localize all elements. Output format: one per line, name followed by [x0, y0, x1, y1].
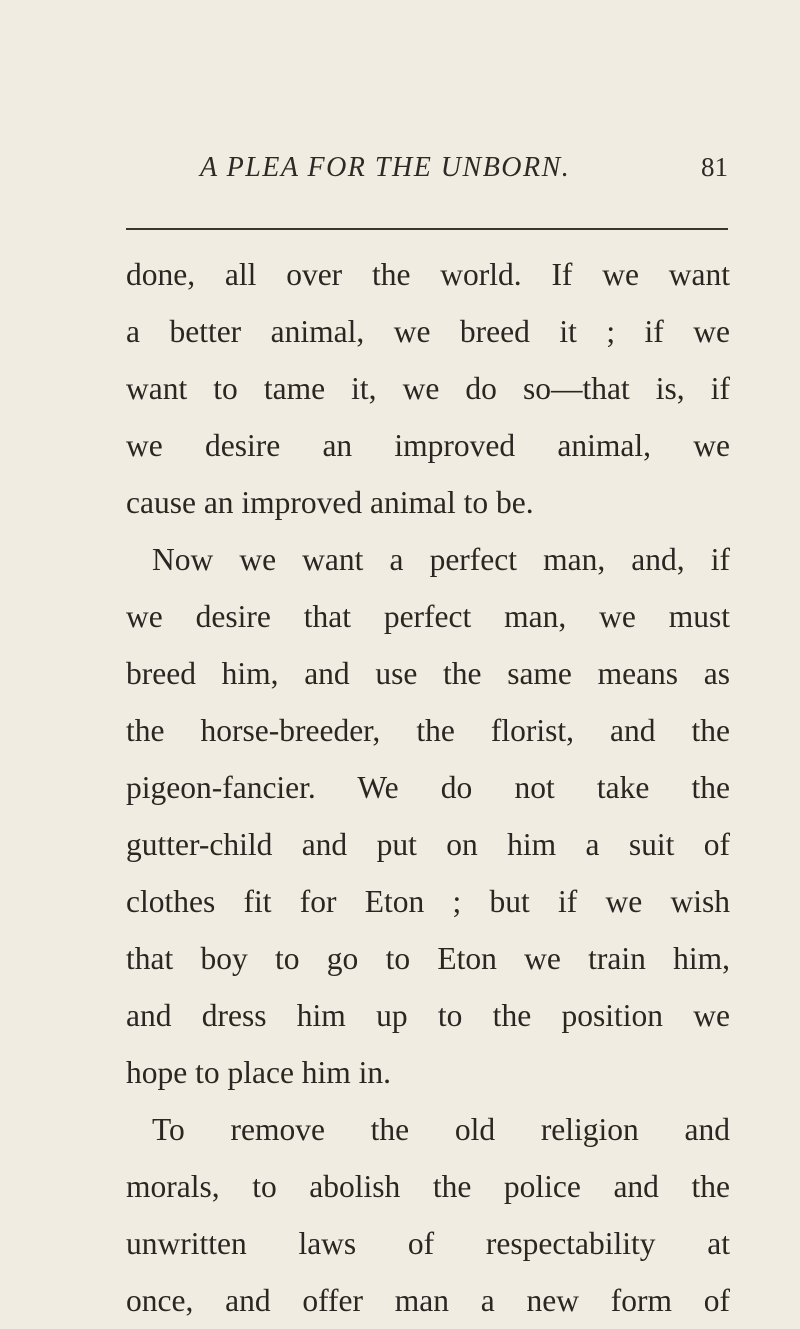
text-line: we desire that perfect man, we must — [126, 599, 730, 634]
text-line: pigeon-fancier. We do not take the — [126, 770, 730, 805]
body-text — [126, 246, 730, 1329]
text-line: clothes fit for Eton ; but if we wish — [126, 884, 730, 919]
text-line: a better animal, we breed it ; if we — [126, 314, 730, 349]
page-number: 81 — [701, 152, 728, 182]
text-line: and dress him up to the position we — [126, 998, 730, 1033]
text-line: gutter-child and put on him a suit of — [126, 827, 730, 862]
text-line: hope to place him in. — [126, 1055, 392, 1090]
header-rule — [126, 228, 728, 230]
text-line: morals, to abolish the police and the — [126, 1169, 730, 1204]
text-line: Now we want a perfect man, and, if — [152, 542, 730, 577]
text-line: that boy to go to Eton we train him, — [126, 941, 730, 976]
running-title: A PLEA FOR THE UNBORN. — [200, 152, 571, 183]
text-line: the horse-breeder, the florist, and the — [126, 713, 730, 748]
text-line: we desire an improved animal, we — [126, 428, 730, 463]
running-head — [118, 152, 728, 192]
text-line: once, and offer man a new form of — [126, 1283, 730, 1318]
text-line: cause an improved animal to be. — [126, 485, 534, 520]
text-line: done, all over the world. If we want — [126, 257, 730, 292]
text-line: breed him, and use the same means as — [126, 656, 730, 691]
text-line: unwritten laws of respectability at — [126, 1226, 730, 1261]
text-line: To remove the old religion and — [152, 1112, 730, 1147]
text-line: want to tame it, we do so—that is, if — [126, 371, 730, 406]
